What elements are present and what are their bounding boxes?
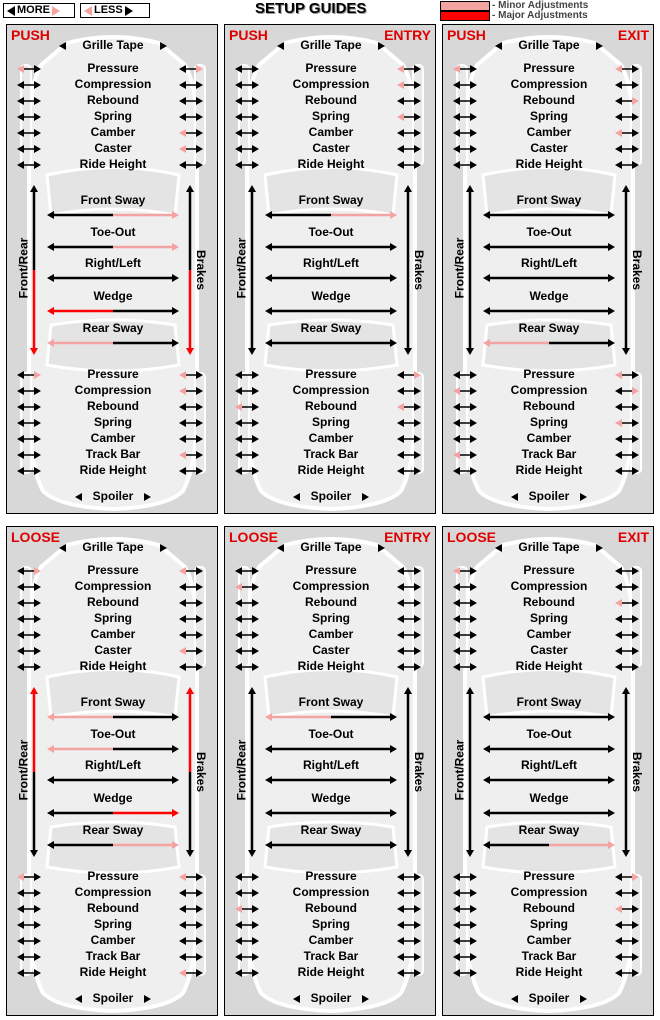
rear-item-label: Track Bar: [521, 447, 577, 461]
rear-item-label: Camber: [90, 933, 136, 947]
front-item-label: Caster: [94, 643, 132, 657]
front-item-label: Spring: [94, 611, 132, 625]
rear-item-label: Rebound: [305, 901, 357, 915]
mid-item-label: Wedge: [93, 791, 133, 805]
setup-panel: [442, 526, 654, 1016]
mid-item-label: Toe-Out: [308, 225, 354, 239]
mid-item-label: Wedge: [529, 791, 569, 805]
front-item-label: Camber: [308, 627, 354, 641]
front-item-label: Rebound: [305, 595, 357, 609]
rear-item-label: Compression: [510, 885, 588, 899]
rear-item-label: Rebound: [523, 399, 575, 413]
panel-subtitle: ENTRY: [384, 27, 431, 43]
front-rear-label: Front/Rear: [234, 739, 249, 801]
rear-item-label: Ride Height: [79, 463, 147, 477]
windshield-shape: [47, 168, 179, 216]
setup-panel: [442, 24, 654, 514]
front-item-label: Pressure: [305, 61, 357, 75]
panel-title: LOOSE: [11, 529, 61, 545]
grille-tape-label: Grille Tape: [82, 540, 144, 554]
brakes-label: Brakes: [194, 751, 209, 793]
mid-item-label: Toe-Out: [90, 727, 136, 741]
header-bar: [0, 0, 660, 22]
front-item-label: Spring: [312, 109, 350, 123]
rear-item-label: Track Bar: [303, 447, 359, 461]
brakes-label: Brakes: [194, 249, 209, 291]
right-arrow-icon: [52, 6, 60, 16]
mid-item-label: Front Sway: [298, 193, 364, 207]
rear-item-label: Camber: [308, 431, 354, 445]
spoiler-label: Spoiler: [92, 489, 134, 503]
legend-major-swatch: [440, 11, 490, 21]
spoiler-label: Spoiler: [528, 489, 570, 503]
mid-item-label: Rear Sway: [300, 321, 362, 335]
front-item-label: Spring: [312, 611, 350, 625]
mid-item-label: Rear Sway: [518, 321, 580, 335]
mid-item-label: Wedge: [529, 289, 569, 303]
mid-item-label: Rear Sway: [300, 823, 362, 837]
setup-panel: [6, 526, 218, 1016]
mid-item-label: Rear Sway: [82, 321, 144, 335]
mid-item-label: Front Sway: [298, 695, 364, 709]
front-item-label: Ride Height: [297, 659, 365, 673]
front-item-label: Pressure: [87, 563, 139, 577]
mid-item-label: Front Sway: [80, 695, 146, 709]
rear-item-label: Camber: [526, 431, 572, 445]
mid-item-label: Toe-Out: [526, 727, 572, 741]
rear-item-label: Spring: [530, 415, 568, 429]
setup-panel: [224, 526, 436, 1016]
front-item-label: Camber: [526, 627, 572, 641]
rear-item-label: Ride Height: [79, 965, 147, 979]
front-item-label: Spring: [530, 611, 568, 625]
rear-item-label: Rebound: [305, 399, 357, 413]
mid-item-label: Right/Left: [303, 256, 359, 270]
panel-title: LOOSE: [229, 529, 279, 545]
grille-tape-label: Grille Tape: [300, 38, 362, 52]
rear-item-label: Ride Height: [515, 463, 583, 477]
front-item-label: Compression: [292, 77, 370, 91]
legend-minor-swatch: [440, 1, 490, 11]
windshield-shape: [265, 168, 397, 216]
front-item-label: Camber: [526, 125, 572, 139]
front-item-label: Pressure: [523, 61, 575, 75]
front-item-label: Pressure: [87, 61, 139, 75]
front-rear-label: Front/Rear: [16, 739, 31, 801]
front-rear-label: Front/Rear: [234, 237, 249, 299]
windshield-shape: [265, 670, 397, 718]
rear-item-label: Spring: [312, 415, 350, 429]
windshield-shape: [47, 670, 179, 718]
front-item-label: Rebound: [523, 93, 575, 107]
brakes-label: Brakes: [630, 249, 645, 291]
front-rear-label: Front/Rear: [16, 237, 31, 299]
rear-item-label: Compression: [74, 383, 152, 397]
mid-item-label: Right/Left: [85, 758, 141, 772]
rear-item-label: Pressure: [87, 367, 139, 381]
front-item-label: Ride Height: [79, 659, 147, 673]
front-item-label: Camber: [90, 627, 136, 641]
rear-item-label: Pressure: [87, 869, 139, 883]
mid-item-label: Right/Left: [521, 758, 577, 772]
front-item-label: Rebound: [305, 93, 357, 107]
mid-item-label: Rear Sway: [82, 823, 144, 837]
rear-item-label: Spring: [312, 917, 350, 931]
rear-item-label: Compression: [74, 885, 152, 899]
front-item-label: Camber: [90, 125, 136, 139]
rear-item-label: Pressure: [305, 869, 357, 883]
rear-item-label: Spring: [94, 917, 132, 931]
brakes-label: Brakes: [630, 751, 645, 793]
front-item-label: Caster: [94, 141, 132, 155]
right-arrow-icon: [125, 6, 133, 16]
more-button[interactable]: [3, 3, 75, 18]
legend-major-label: - Major Adjustments: [492, 10, 588, 21]
windshield-shape: [483, 168, 615, 216]
front-item-label: Pressure: [305, 563, 357, 577]
setup-panel: [6, 24, 218, 514]
front-item-label: Pressure: [523, 563, 575, 577]
more-label: MORE: [17, 4, 50, 16]
front-item-label: Rebound: [87, 93, 139, 107]
front-item-label: Spring: [94, 109, 132, 123]
rear-item-label: Track Bar: [85, 949, 141, 963]
panel-subtitle: ENTRY: [384, 529, 431, 545]
panel-title: PUSH: [11, 27, 50, 43]
front-item-label: Spring: [530, 109, 568, 123]
rear-item-label: Rebound: [87, 901, 139, 915]
less-button[interactable]: [80, 3, 150, 18]
front-item-label: Compression: [510, 77, 588, 91]
rear-item-label: Pressure: [523, 367, 575, 381]
less-label: LESS: [94, 4, 123, 16]
brakes-label: Brakes: [412, 249, 427, 291]
panel-title: PUSH: [447, 27, 486, 43]
front-item-label: Compression: [74, 77, 152, 91]
front-item-label: Rebound: [523, 595, 575, 609]
mid-item-label: Toe-Out: [526, 225, 572, 239]
spoiler-label: Spoiler: [92, 991, 134, 1005]
spoiler-label: Spoiler: [528, 991, 570, 1005]
mid-item-label: Front Sway: [80, 193, 146, 207]
mid-item-label: Wedge: [93, 289, 133, 303]
panel-subtitle: EXIT: [617, 27, 649, 43]
legend-minor-label: - Minor Adjustments: [492, 0, 589, 11]
rear-item-label: Ride Height: [297, 463, 365, 477]
mid-item-label: Right/Left: [85, 256, 141, 270]
rear-item-label: Rebound: [87, 399, 139, 413]
rear-item-label: Rebound: [523, 901, 575, 915]
brakes-label: Brakes: [412, 751, 427, 793]
left-arrow-icon: [7, 6, 15, 16]
rear-item-label: Track Bar: [521, 949, 577, 963]
panel-subtitle: EXIT: [617, 529, 649, 545]
rear-item-label: Spring: [94, 415, 132, 429]
rear-item-label: Camber: [308, 933, 354, 947]
panel-title: PUSH: [229, 27, 268, 43]
front-item-label: Caster: [530, 141, 568, 155]
rear-item-label: Pressure: [305, 367, 357, 381]
rear-item-label: Pressure: [523, 869, 575, 883]
spoiler-label: Spoiler: [310, 991, 352, 1005]
mid-item-label: Right/Left: [303, 758, 359, 772]
mid-item-label: Toe-Out: [90, 225, 136, 239]
grille-tape-label: Grille Tape: [518, 38, 580, 52]
grille-tape-label: Grille Tape: [518, 540, 580, 554]
mid-item-label: Rear Sway: [518, 823, 580, 837]
front-item-label: Caster: [530, 643, 568, 657]
front-rear-label: Front/Rear: [452, 739, 467, 801]
spoiler-label: Spoiler: [310, 489, 352, 503]
front-item-label: Ride Height: [515, 659, 583, 673]
grille-tape-label: Grille Tape: [82, 38, 144, 52]
front-item-label: Camber: [308, 125, 354, 139]
rear-item-label: Spring: [530, 917, 568, 931]
rear-item-label: Compression: [292, 383, 370, 397]
grille-tape-label: Grille Tape: [300, 540, 362, 554]
mid-item-label: Wedge: [311, 791, 351, 805]
mid-item-label: Toe-Out: [308, 727, 354, 741]
left-arrow-icon: [84, 6, 92, 16]
front-item-label: Ride Height: [515, 157, 583, 171]
front-rear-label: Front/Rear: [452, 237, 467, 299]
front-item-label: Rebound: [87, 595, 139, 609]
rear-item-label: Ride Height: [515, 965, 583, 979]
rear-item-label: Compression: [510, 383, 588, 397]
setup-panel: [224, 24, 436, 514]
rear-item-label: Compression: [292, 885, 370, 899]
page-title: SETUP GUIDES: [255, 0, 367, 17]
mid-item-label: Front Sway: [516, 193, 582, 207]
mid-item-label: Wedge: [311, 289, 351, 303]
rear-item-label: Camber: [90, 431, 136, 445]
rear-item-label: Track Bar: [85, 447, 141, 461]
windshield-shape: [483, 670, 615, 718]
front-item-label: Caster: [312, 643, 350, 657]
front-item-label: Compression: [74, 579, 152, 593]
front-item-label: Ride Height: [297, 157, 365, 171]
front-item-label: Ride Height: [79, 157, 147, 171]
front-item-label: Caster: [312, 141, 350, 155]
mid-item-label: Front Sway: [516, 695, 582, 709]
front-item-label: Compression: [292, 579, 370, 593]
rear-item-label: Camber: [526, 933, 572, 947]
mid-item-label: Right/Left: [521, 256, 577, 270]
rear-item-label: Track Bar: [303, 949, 359, 963]
panel-title: LOOSE: [447, 529, 497, 545]
rear-item-label: Ride Height: [297, 965, 365, 979]
front-item-label: Compression: [510, 579, 588, 593]
